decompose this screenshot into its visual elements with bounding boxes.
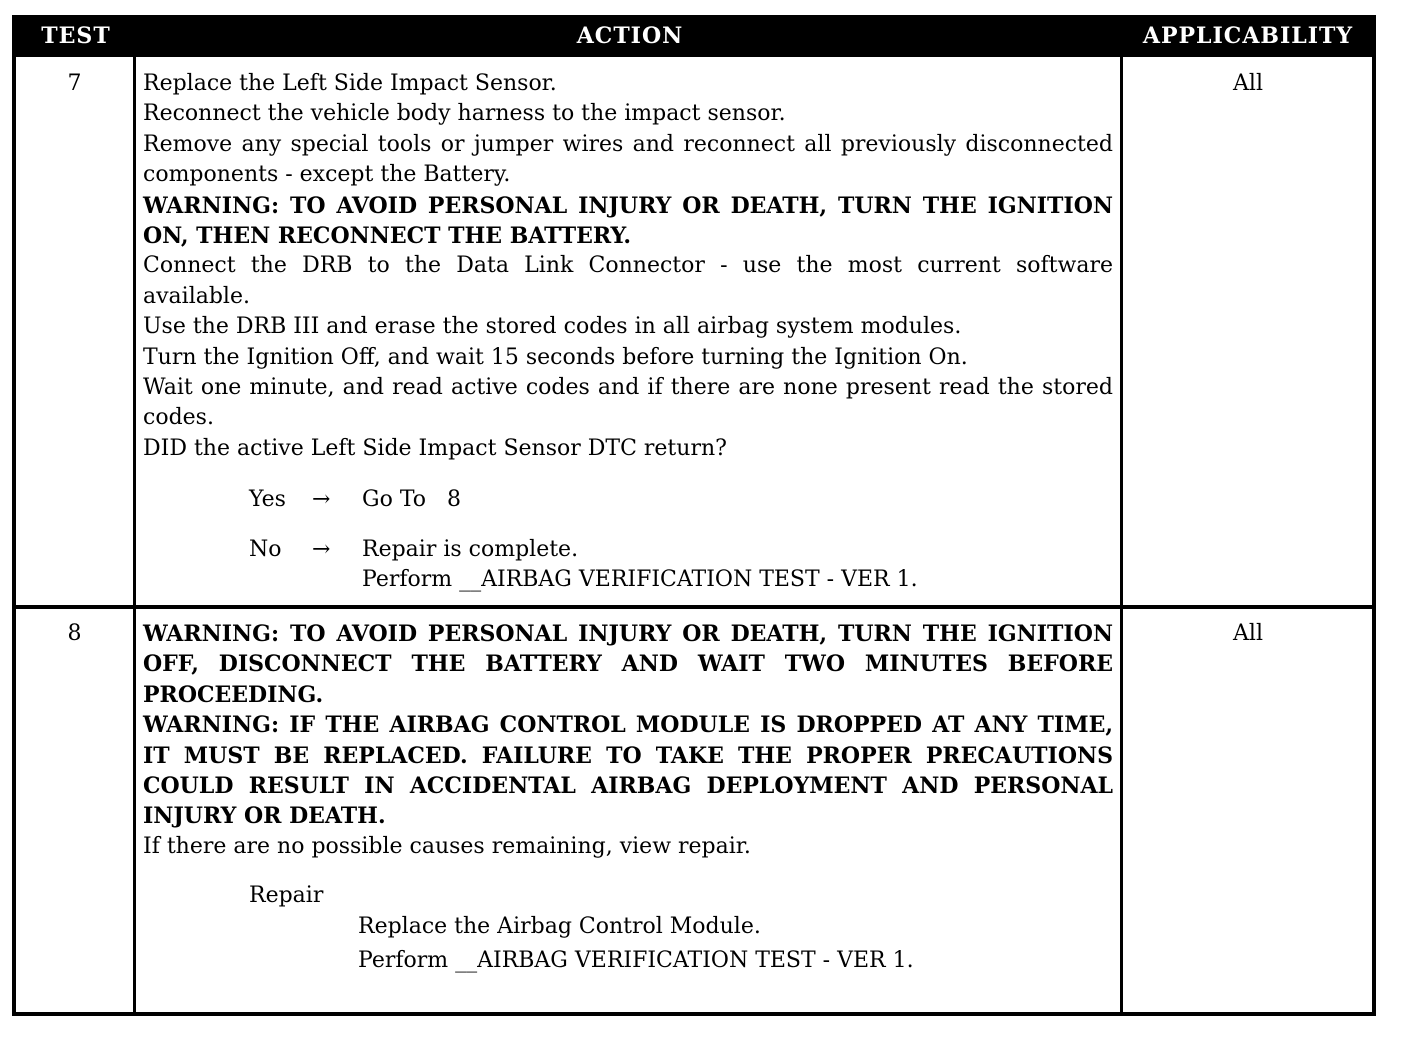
applicability-7: All [1233,71,1263,96]
table-header [16,19,1372,57]
diagnostic-table [12,15,1376,1016]
action-line: Wait one minute, and read active codes and if there are none present read the stored codes. [143,375,1113,431]
action-line: If there are no possible causes remaining, view repair. [143,833,751,859]
warning-line: WARNING: IF THE AIRBAG CONTROL MODULE IS DROPPED AT ANY TIME, IT MUST BE REPLACED. FAILURE TO TAKE THE PROPER PRECAUTIONS COULD RESULT IN ACCIDENTAL AIRBAG DEPLOYMENT AND PERSONAL INJURY OR DEATH. [143,712,1113,830]
row-divider [16,605,1372,609]
question-line: DID the active Left Side Impact Sensor DTC return? [143,435,727,461]
action-line: Reconnect the vehicle body harness to the impact sensor. [143,101,786,127]
no-action-line: Repair is complete. [362,537,579,562]
applicability-8: All [1233,621,1263,646]
yes-action: Go To 8 [362,487,461,512]
column-divider [133,57,136,1016]
column-divider [1120,57,1123,1016]
repair-line: Perform __AIRBAG VERIFICATION TEST - VER 1. [358,948,914,973]
action-8 [143,619,1113,862]
warning-line: WARNING: TO AVOID PERSONAL INJURY OR DEATH, TURN THE IGNITION OFF, DISCONNECT THE BATTERY AND WAIT TWO MINUTES BEFORE PROCEEDING. [143,621,1113,708]
warning-line: WARNING: TO AVOID PERSONAL INJURY OR DEATH, TURN THE IGNITION ON, THEN RECONNECT THE BATTERY. [143,192,1113,250]
test-number-7: 7 [67,71,82,96]
arrow-right-icon: → [312,487,331,512]
action-line: Turn the Ignition Off, and wait 15 seconds before turning the Ignition On. [143,344,968,370]
no-label: No [249,537,282,562]
test-number-8: 8 [67,621,82,646]
yes-label: Yes [249,487,286,512]
arrow-right-icon: → [312,537,331,562]
header-test: TEST [41,23,111,49]
header-applicability: APPLICABILITY [1142,23,1354,49]
action-line: Connect the DRB to the Data Link Connector - use the most current software available. [143,253,1113,309]
action-line: Remove any special tools or jumper wires and reconnect all previously disconnected components - except the Battery. [143,131,1113,188]
action-line: Replace the Left Side Impact Sensor. [143,71,557,96]
action-line: Use the DRB III and erase the stored codes in all airbag system modules. [143,314,962,340]
repair-line: Replace the Airbag Control Module. [358,914,761,939]
action-7 [143,69,1113,464]
header-action: ACTION [576,23,684,49]
repair-label: Repair [249,883,324,908]
no-action-line: Perform __AIRBAG VERIFICATION TEST - VER 1. [362,567,918,592]
